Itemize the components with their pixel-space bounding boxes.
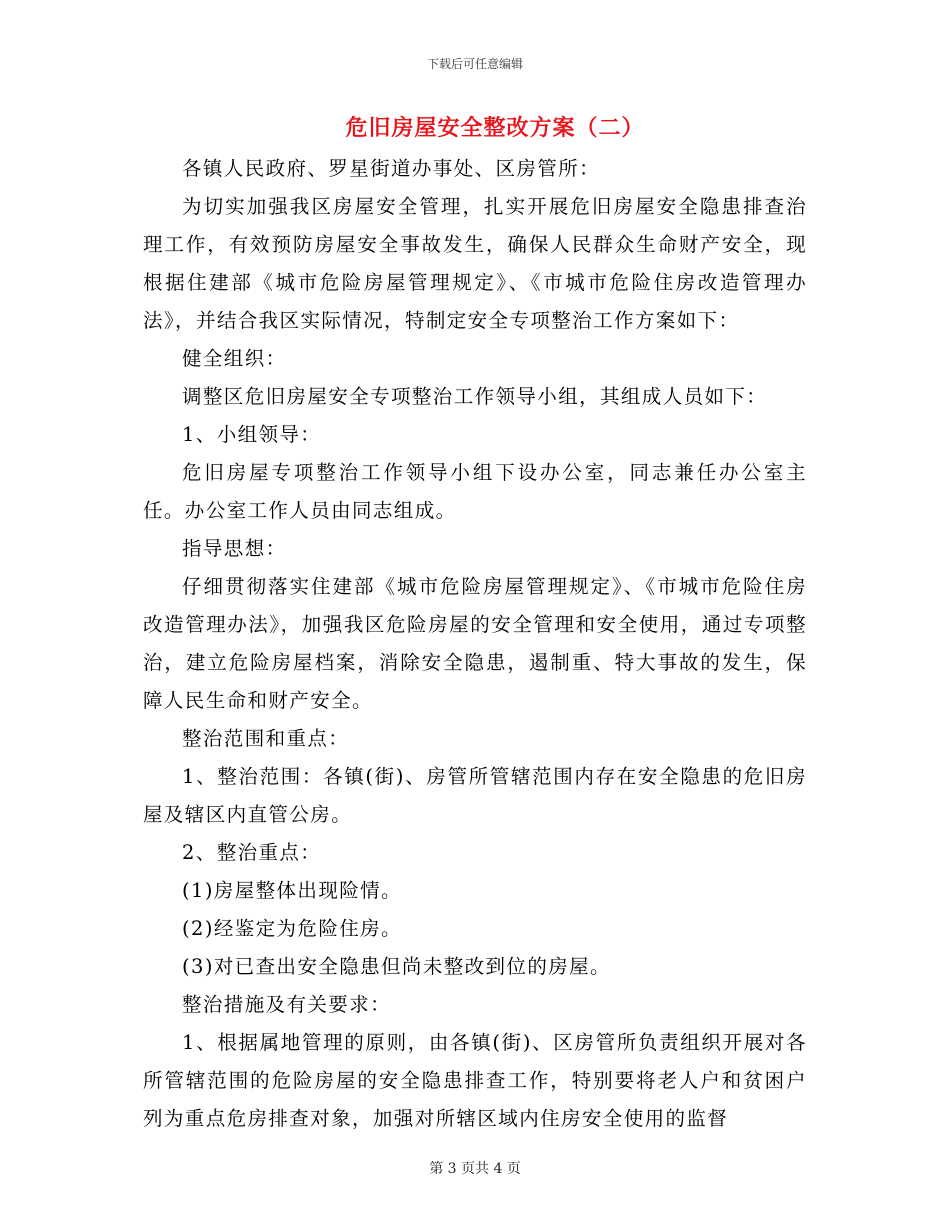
item-focus: 2、整治重点：: [182, 841, 322, 864]
paragraph-office: 危旧房屋专项整治工作领导小组下设办公室，同志兼任办公室主任。办公室工作人员由同志组成。: [143, 461, 807, 522]
list-item-focus-1: (1)房屋整体出现险情。: [182, 879, 402, 902]
paragraph-guiding-ideology: 仔细贯彻落实住建部《城市危险房屋管理规定》、《市城市危险住房改造管理办法》，加强我区危险房屋的安全管理和安全使用，通过专项整治，建立危险房屋档案，消除安全隐患，遏制重、特大事故的发生，保障人民生命和财产安全。: [143, 575, 807, 712]
section-heading-scope: 整治范围和重点：: [182, 727, 350, 750]
section-heading-organization: 健全组织：: [182, 347, 287, 370]
paragraph-intro: 为切实加强我区房屋安全管理，扎实开展危旧房屋安全隐患排查治理工作，有效预防房屋安全事故发生，确保人民群众生命财产安全，现根据住建部《城市危险房屋管理规定》、《市城市危险住房改造管理办法》，并结合我区实际情况，特制定安全专项整治工作方案如下：: [143, 195, 807, 332]
section-heading-guiding-ideology: 指导思想：: [182, 537, 287, 560]
item-group-leader: 1、小组领导：: [182, 423, 322, 446]
item-measure-1: 1、根据属地管理的原则，由各镇(街)、区房管所负责组织开展对各所管辖范围的危险房屋的安全隐患排查工作，特别要将老人户和贫困户列为重点危房排查对象，加强对所辖区域内住房安全使用的监督: [143, 1031, 807, 1130]
item-scope: 1、整治范围：各镇(街)、房管所管辖范围内存在安全隐患的危旧房屋及辖区内直管公房。: [143, 765, 807, 826]
header-note: 下载后可任意编辑: [426, 57, 523, 71]
paragraph-organization: 调整区危旧房屋安全专项整治工作领导小组，其组成人员如下：: [182, 385, 768, 408]
page-number: 第 3 页共 4 页: [429, 1161, 521, 1177]
list-item-focus-2: (2)经鉴定为危险住房。: [182, 917, 402, 940]
document-title: 危旧房屋安全整改方案（二）: [345, 115, 645, 141]
paragraph-salutation: 各镇人民政府、罗星街道办事处、区房管所：: [182, 157, 601, 180]
document-body: [143, 150, 807, 1138]
list-item-focus-3: (3)对已查出安全隐患但尚未整改到位的房屋。: [182, 955, 611, 978]
section-heading-measures: 整治措施及有关要求：: [182, 993, 392, 1016]
